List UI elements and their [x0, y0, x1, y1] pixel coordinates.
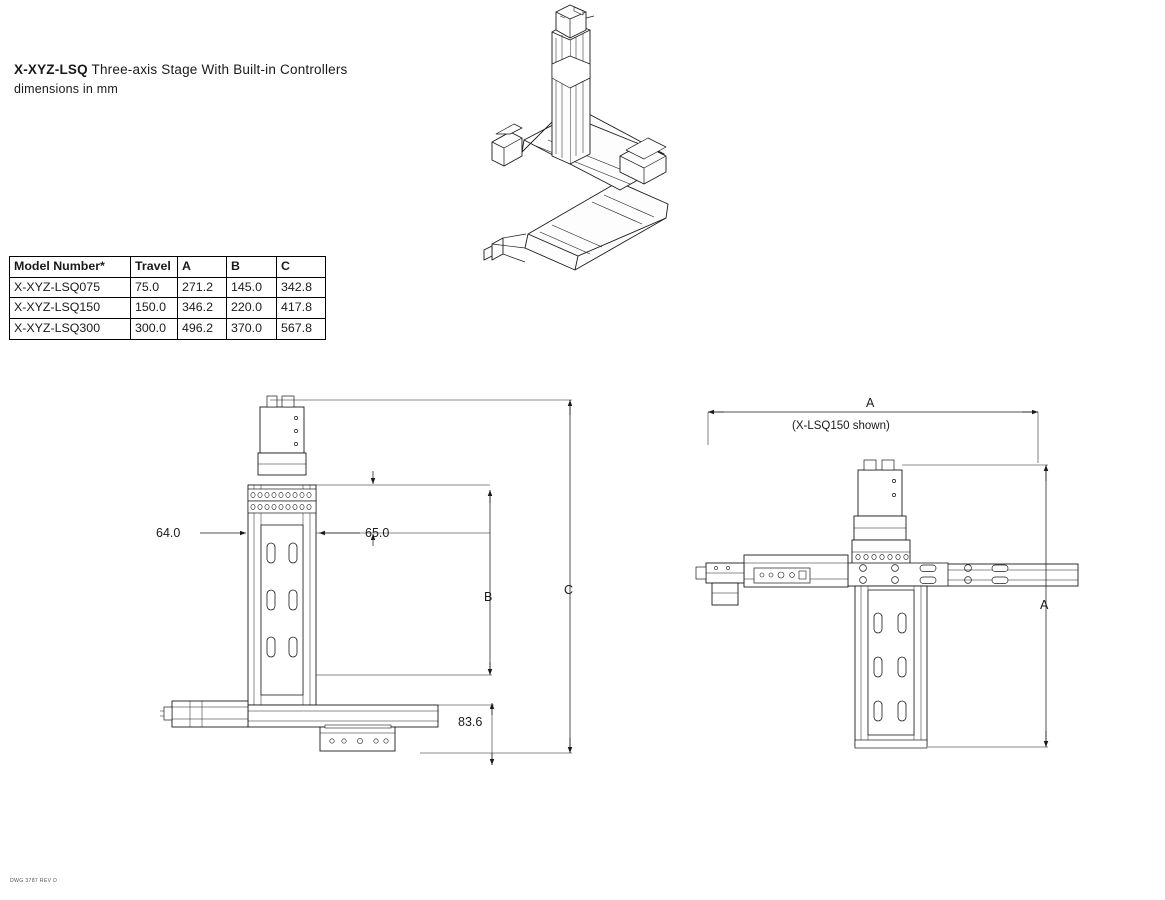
dimension-b: B — [484, 590, 493, 604]
isometric-stage-icon — [470, 4, 730, 274]
side-elevation-icon — [650, 385, 1090, 785]
drawing-reference: DWG 3787 REV D — [10, 878, 58, 884]
column-header-model: Model Number* — [10, 257, 131, 278]
isometric-view — [470, 4, 730, 274]
shown-note: (X-LSQ150 shown) — [792, 420, 890, 432]
cell-c: 417.8 — [277, 298, 326, 319]
cell-travel: 150.0 — [131, 298, 178, 319]
cell-b: 220.0 — [227, 298, 277, 319]
cell-b: 370.0 — [227, 319, 277, 340]
column-header-b: B — [227, 257, 277, 278]
dimension-a-right: A — [1040, 598, 1049, 612]
column-header-c: C — [277, 257, 326, 278]
cell-a: 271.2 — [178, 277, 227, 298]
front-elevation-icon — [120, 385, 610, 785]
cell-b: 145.0 — [227, 277, 277, 298]
table-row — [10, 277, 326, 298]
cell-model: X-XYZ-LSQ300 — [10, 319, 131, 340]
cell-travel: 75.0 — [131, 277, 178, 298]
front-view — [120, 385, 610, 785]
side-view — [650, 385, 1090, 785]
column-header-a: A — [178, 257, 227, 278]
cell-a: 346.2 — [178, 298, 227, 319]
cell-model: X-XYZ-LSQ075 — [10, 277, 131, 298]
cell-travel: 300.0 — [131, 319, 178, 340]
specification-table — [9, 256, 326, 340]
units-note: dimensions in mm — [14, 82, 118, 96]
column-header-travel: Travel — [131, 257, 178, 278]
cell-a: 496.2 — [178, 319, 227, 340]
dimension-65: 65.0 — [365, 526, 390, 540]
dimension-a-top: A — [866, 396, 875, 410]
cell-c: 567.8 — [277, 319, 326, 340]
table-header-row — [10, 257, 326, 278]
drawing-title-description: Three-axis Stage With Built-in Controllers — [87, 62, 348, 77]
drawing-title-model: X-XYZ-LSQ — [14, 62, 88, 77]
title-block — [14, 62, 444, 96]
dimension-83-6: 83.6 — [458, 715, 483, 729]
drawing-title — [14, 62, 444, 77]
dimension-64: 64.0 — [156, 526, 181, 540]
table-row — [10, 298, 326, 319]
cell-model: X-XYZ-LSQ150 — [10, 298, 131, 319]
dimension-c: C — [564, 583, 574, 597]
cell-c: 342.8 — [277, 277, 326, 298]
table-row — [10, 319, 326, 340]
